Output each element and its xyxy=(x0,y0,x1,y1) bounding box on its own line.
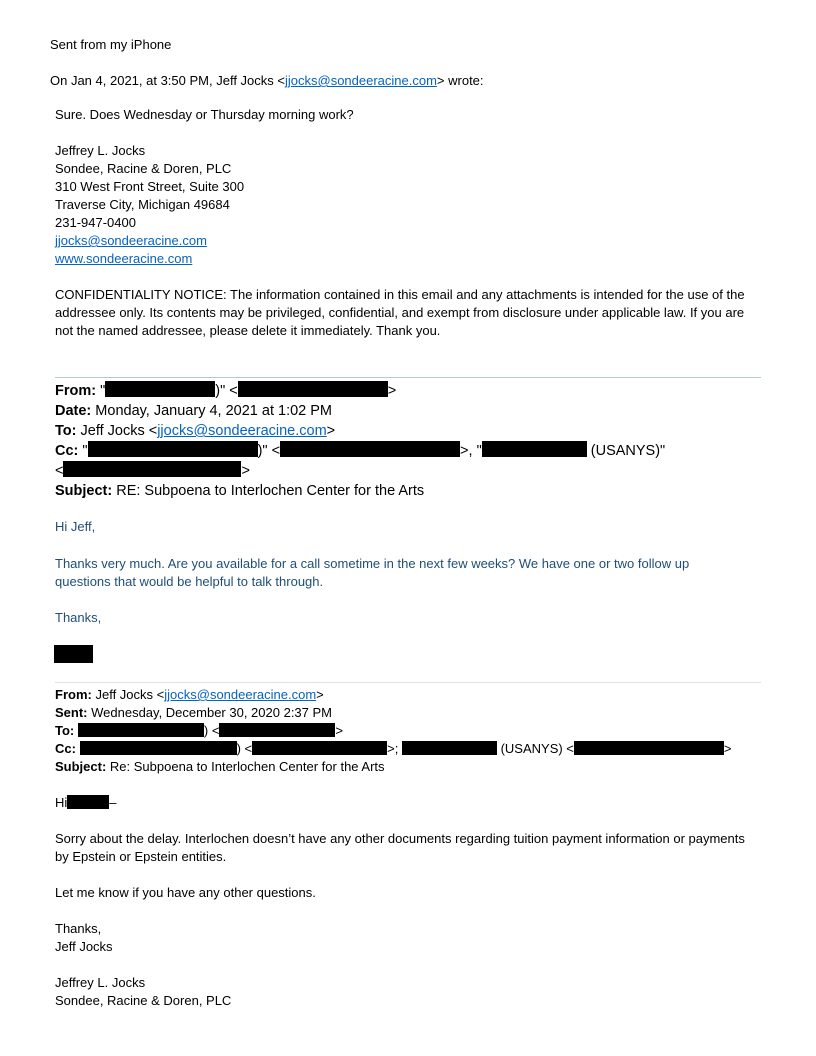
wrote-email-link[interactable]: jjocks@sondeeracine.com xyxy=(284,73,437,88)
sig-address1: 310 West Front Street, Suite 300 xyxy=(55,179,245,194)
m2-cc-usanys: (USANYS)" xyxy=(590,443,666,459)
m3-subject-line xyxy=(55,758,385,776)
m2-subject-line xyxy=(55,481,424,501)
m2-date-label: Date: xyxy=(55,403,92,419)
redaction xyxy=(574,741,724,755)
m2-date-line xyxy=(55,401,332,421)
m3-from-email-link[interactable]: jjocks@sondeeracine.com xyxy=(164,687,317,702)
redaction xyxy=(238,381,388,397)
m3-from-label: From: xyxy=(55,687,92,702)
m3-sig-firm: Sondee, Racine & Doren, PLC xyxy=(55,993,232,1008)
m2-cc-line-2: < > xyxy=(55,463,250,479)
redaction xyxy=(219,723,335,737)
m2-closing: Thanks, xyxy=(55,610,102,625)
m3-body-1: Sorry about the delay. Interlochen doesn’t have any other documents regarding tuition payment information or payments by Epstein or Epstein entities. xyxy=(55,831,745,864)
m3-to-line: To: ) < > xyxy=(55,723,344,738)
wrote-line xyxy=(50,72,484,90)
redaction xyxy=(105,381,215,397)
redaction xyxy=(67,795,109,809)
m3-greeting-prefix: Hi xyxy=(55,795,68,810)
m2-from-line: From: " )" < > xyxy=(55,383,397,399)
redaction xyxy=(402,741,497,755)
redaction xyxy=(280,441,460,457)
confidentiality-notice: CONFIDENTIALITY NOTICE: The information contained in this email and any attachments is intended for the use of the addressee only. Its contents may be privileged, confidential, and exempt from disclosure under applicable law. If you are not the named addressee, please delete it immediately. Thank you. xyxy=(55,287,745,338)
wrote-prefix: On Jan 4, 2021, at 3:50 PM, Jeff Jocks < xyxy=(50,73,285,88)
m3-closing-name: Jeff Jocks xyxy=(55,939,113,954)
sig-email-link[interactable]: jjocks@sondeeracine.com xyxy=(55,233,207,248)
m2-subject-label: Subject: xyxy=(55,483,113,499)
m3-body-2: Let me know if you have any other questions. xyxy=(55,885,316,900)
m3-from-name: Jeff Jocks < xyxy=(95,687,165,702)
redaction xyxy=(482,441,587,457)
m3-cc-usanys: (USANYS) < xyxy=(500,741,574,756)
m3-sent-label: Sent: xyxy=(55,705,88,720)
reply-body: Sure. Does Wednesday or Thursday morning work? xyxy=(55,107,354,122)
divider-1 xyxy=(55,377,761,378)
m3-greeting xyxy=(55,794,117,812)
redaction xyxy=(63,461,241,477)
m2-cc-label: Cc: xyxy=(55,443,79,459)
m3-to-label: To: xyxy=(55,723,75,738)
m2-cc-line: Cc: " )" < >, " (USANYS)" xyxy=(55,443,666,459)
wrote-suffix: > wrote: xyxy=(436,73,484,88)
m3-cc-label: Cc: xyxy=(55,741,76,756)
redaction xyxy=(80,741,237,755)
sig-website-link[interactable]: www.sondeeracine.com xyxy=(55,251,193,266)
redaction xyxy=(252,741,387,755)
divider-2 xyxy=(55,682,761,683)
m2-date-value: Monday, January 4, 2021 at 1:02 PM xyxy=(95,403,333,419)
sig-name: Jeffrey L. Jocks xyxy=(55,143,146,158)
sig-email-line xyxy=(55,232,207,250)
sent-from-line: Sent from my iPhone xyxy=(50,37,172,52)
m3-cc-line: Cc: ) < >; (USANYS) < > xyxy=(55,741,732,756)
m3-subject-label: Subject: xyxy=(55,759,107,774)
sig-firm: Sondee, Racine & Doren, PLC xyxy=(55,161,232,176)
m2-to-line: To: Jeff Jocks <jjocks@sondeeracine.com> xyxy=(55,423,336,439)
sig-phone: 231-947-0400 xyxy=(55,215,136,230)
m2-subject-value: RE: Subpoena to Interlochen Center for the Arts xyxy=(116,483,425,499)
m2-to-label: To: xyxy=(55,423,77,439)
redaction xyxy=(88,441,258,457)
m2-from-label: From: xyxy=(55,383,97,399)
m2-greeting: Hi Jeff, xyxy=(55,519,96,534)
sig-address2: Traverse City, Michigan 49684 xyxy=(55,197,230,212)
signature-redaction xyxy=(54,645,93,663)
m3-sig-name: Jeffrey L. Jocks xyxy=(55,975,146,990)
m2-body: Thanks very much. Are you available for a call sometime in the next few weeks? We have one or two follow up questions that would be helpful to talk through. xyxy=(55,556,690,589)
m2-to-email-link[interactable]: jjocks@sondeeracine.com xyxy=(157,423,327,439)
m3-sent-value: Wednesday, December 30, 2020 2:37 PM xyxy=(91,705,333,720)
m2-to-name: Jeff Jocks < xyxy=(80,423,158,439)
m3-closing: Thanks, xyxy=(55,921,102,936)
m3-subject-value: Re: Subpoena to Interlochen Center for the Arts xyxy=(109,759,385,774)
m3-greeting-dash: – xyxy=(109,795,117,810)
sig-website-line xyxy=(55,250,192,268)
m3-from-line: From: Jeff Jocks <jjocks@sondeeracine.com> xyxy=(55,687,324,702)
redaction xyxy=(78,723,204,737)
m3-sent-line xyxy=(55,704,332,722)
